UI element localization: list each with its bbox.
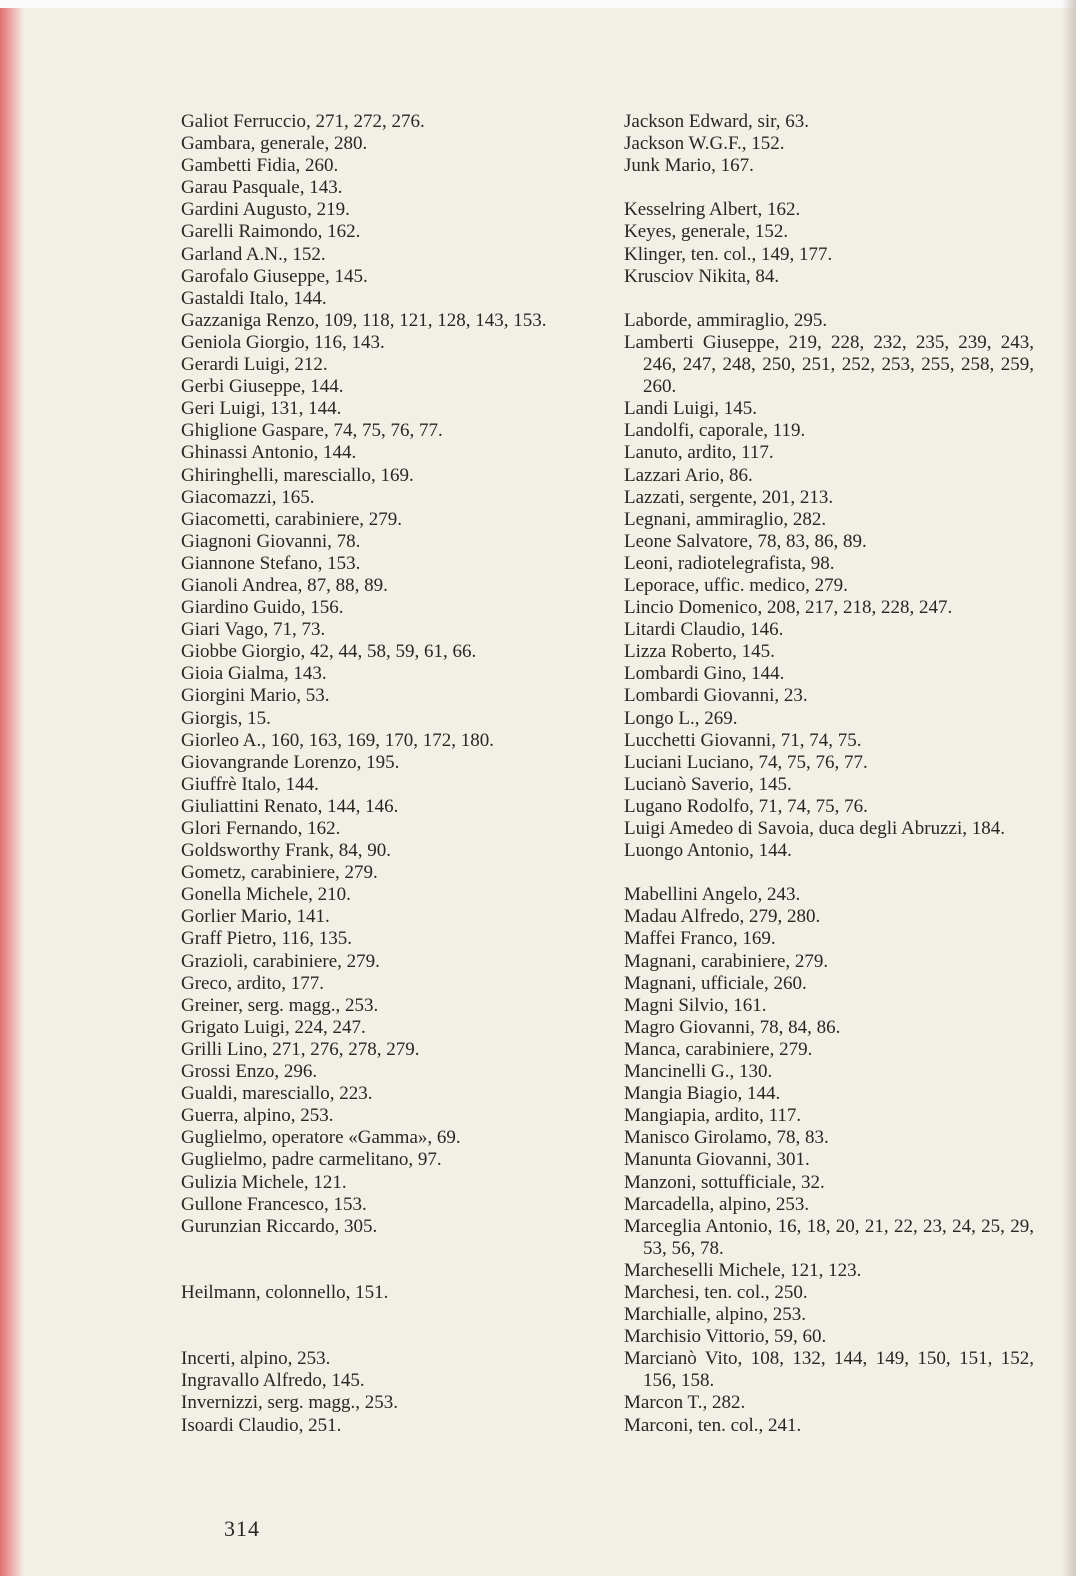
index-entry: Gullone Francesco, 153.: [181, 1193, 367, 1215]
index-entry: Gometz, carabiniere, 279.: [181, 862, 378, 884]
index-column-left: [181, 111, 596, 1437]
index-entry: Guglielmo, padre carmelitano, 97.: [181, 1149, 442, 1171]
index-entry: Gerardi Luigi, 212.: [181, 354, 328, 376]
index-entry: Lincio Domenico, 208, 217, 218, 228, 247.: [624, 597, 953, 619]
index-entry: Marchialle, alpino, 253.: [624, 1304, 807, 1326]
index-entry: Giari Vago, 71, 73.: [181, 619, 326, 641]
index-entry: Krusciov Nikita, 84.: [624, 265, 780, 287]
letter-group-gap: [624, 862, 1034, 884]
index-entry: Magro Giovanni, 78, 84, 86.: [624, 1016, 841, 1038]
index-entry: Manca, carabiniere, 279.: [624, 1038, 813, 1060]
index-entry: Giuliattini Renato, 144, 146.: [181, 795, 399, 817]
index-entry: Giannone Stefano, 153.: [181, 552, 361, 574]
index-entry: Lazzari Ario, 86.: [624, 464, 753, 486]
index-entry: Landi Luigi, 145.: [624, 398, 757, 420]
index-entry: Magnani, ufficiale, 260.: [624, 972, 807, 994]
index-entry: Luongo Antonio, 144.: [624, 840, 792, 862]
index-entry: Marcheselli Michele, 121, 123.: [624, 1259, 862, 1281]
index-entry: Manisco Girolamo, 78, 83.: [624, 1127, 829, 1149]
index-entry: Garofalo Giuseppe, 145.: [181, 265, 368, 287]
index-entry: Giacomazzi, 165.: [181, 486, 315, 508]
index-entry: Galiot Ferruccio, 271, 272, 276.: [181, 111, 425, 132]
index-entry: Garland A.N., 152.: [181, 243, 326, 265]
index-entry: Mangia Biagio, 144.: [624, 1083, 781, 1105]
index-entry: Lucchetti Giovanni, 71, 74, 75.: [624, 729, 862, 751]
index-entry: Luigi Amedeo di Savoia, duca degli Abruzzi, 184.: [624, 818, 1005, 839]
index-entry: Gurunzian Riccardo, 305.: [181, 1215, 378, 1237]
page-binding-edge: [0, 0, 24, 1576]
index-entry: Isoardi Claudio, 251.: [181, 1414, 342, 1436]
index-entry: Giorgis, 15.: [181, 707, 271, 729]
index-entry: Leporace, uffic. medico, 279.: [624, 574, 848, 596]
index-entry: Gambara, generale, 280.: [181, 133, 368, 155]
index-entry: Giuffrè Italo, 144.: [181, 773, 319, 795]
index-entry: Landolfi, caporale, 119.: [624, 420, 806, 442]
index-entry: Grigato Luigi, 224, 247.: [181, 1016, 366, 1038]
index-entry: Giagnoni Giovanni, 78.: [181, 530, 361, 552]
index-entry: Kesselring Albert, 162.: [624, 199, 801, 221]
index-entry: Laborde, ammiraglio, 295.: [624, 309, 828, 331]
index-entry: Marchesi, ten. col., 250.: [624, 1281, 808, 1303]
index-entry: Lizza Roberto, 145.: [624, 641, 775, 663]
index-entry: Gazzaniga Renzo, 109, 118, 121, 128, 143, 153.: [181, 309, 547, 331]
index-entry: Marchisio Vittorio, 59, 60.: [624, 1326, 827, 1348]
index-entry: Lamberti Giuseppe, 219, 228, 232, 235, 239, 243, 246, 247, 248, 250, 251, 252, 253, 255, 258, 259, 260.: [624, 331, 1034, 398]
index-entry: Lucianò Saverio, 145.: [624, 773, 792, 795]
index-entry: Giovangrande Lorenzo, 195.: [181, 751, 400, 773]
index-entry: Giardino Guido, 156.: [181, 597, 344, 619]
index-entry: Gambetti Fidia, 260.: [181, 155, 339, 177]
index-entry: Gonella Michele, 210.: [181, 884, 351, 906]
letter-group-gap: [181, 1304, 596, 1326]
index-entry: Guglielmo, operatore «Gamma», 69.: [181, 1127, 461, 1149]
index-entry: Leone Salvatore, 78, 83, 86, 89.: [624, 530, 867, 552]
index-entry: Junk Mario, 167.: [624, 155, 754, 177]
index-entry: Gastaldi Italo, 144.: [181, 287, 327, 309]
index-entry: Greiner, serg. magg., 253.: [181, 994, 379, 1016]
index-entry: Manunta Giovanni, 301.: [624, 1149, 810, 1171]
index-entry: Lugano Rodolfo, 71, 74, 75, 76.: [624, 795, 868, 817]
index-entry: Gorlier Mario, 141.: [181, 906, 330, 928]
letter-group-gap: [181, 1326, 596, 1348]
index-entry: Lombardi Giovanni, 23.: [624, 685, 808, 707]
index-column-right: [624, 111, 1034, 1437]
letter-group-gap: [181, 1238, 596, 1260]
index-entry: Ghiglione Gaspare, 74, 75, 76, 77.: [181, 420, 443, 442]
index-entry: Garelli Raimondo, 162.: [181, 221, 361, 243]
index-entry: Marceglia Antonio, 16, 18, 20, 21, 22, 23, 24, 25, 29, 53, 56, 78.: [624, 1215, 1034, 1259]
index-entry: Grazioli, carabiniere, 279.: [181, 950, 380, 972]
index-entry: Jackson Edward, sir, 63.: [624, 111, 809, 132]
index-entry: Grilli Lino, 271, 276, 278, 279.: [181, 1038, 420, 1060]
index-entry: Gerbi Giuseppe, 144.: [181, 376, 344, 398]
index-entry: Giacometti, carabiniere, 279.: [181, 508, 403, 530]
index-entry: Marcianò Vito, 108, 132, 144, 149, 150, 151, 152, 156, 158.: [624, 1348, 1034, 1392]
index-entry: Greco, ardito, 177.: [181, 972, 324, 994]
index-entry: Geri Luigi, 131, 144.: [181, 398, 342, 420]
index-entry: Magnani, carabiniere, 279.: [624, 950, 829, 972]
index-entry: Gioia Gialma, 143.: [181, 663, 327, 685]
index-entry: Mancinelli G., 130.: [624, 1061, 773, 1083]
letter-group-gap: [181, 1260, 596, 1282]
index-entry: Heilmann, colonnello, 151.: [181, 1281, 389, 1303]
index-entry: Gulizia Michele, 121.: [181, 1171, 347, 1193]
index-entry: Lombardi Gino, 144.: [624, 663, 785, 685]
index-entry: Giorgini Mario, 53.: [181, 685, 330, 707]
index-entry: Klinger, ten. col., 149, 177.: [624, 243, 833, 265]
index-entry: Gualdi, maresciallo, 223.: [181, 1083, 373, 1105]
index-entry: Mangiapia, ardito, 117.: [624, 1105, 802, 1127]
index-entry: Guerra, alpino, 253.: [181, 1105, 334, 1127]
page-top-edge: [0, 0, 1076, 8]
index-entry: Invernizzi, serg. magg., 253.: [181, 1392, 399, 1414]
letter-group-gap: [624, 288, 1034, 310]
page-number: 314: [224, 1516, 260, 1541]
index-entry: Giorleo A., 160, 163, 169, 170, 172, 180.: [181, 729, 494, 751]
index-entry: Keyes, generale, 152.: [624, 221, 789, 243]
index-entry: Grossi Enzo, 296.: [181, 1061, 318, 1083]
index-entry: Garau Pasquale, 143.: [181, 177, 343, 199]
index-entry: Graff Pietro, 116, 135.: [181, 928, 352, 950]
index-entry: Manzoni, sottufficiale, 32.: [624, 1171, 825, 1193]
index-entry: Jackson W.G.F., 152.: [624, 133, 785, 155]
index-entry: Ghiringhelli, maresciallo, 169.: [181, 464, 414, 486]
index-entry: Marcon T., 282.: [624, 1392, 746, 1414]
index-entry: Lanuto, ardito, 117.: [624, 442, 774, 464]
index-entry: Glori Fernando, 162.: [181, 818, 341, 839]
index-entry: Luciani Luciano, 74, 75, 76, 77.: [624, 751, 868, 773]
index-entry: Ghinassi Antonio, 144.: [181, 442, 357, 464]
index-entry: Magni Silvio, 161.: [624, 994, 767, 1016]
index-entry: Leoni, radiotelegrafista, 98.: [624, 552, 835, 574]
index-entry: Maffei Franco, 169.: [624, 928, 776, 950]
index-entry: Longo L., 269.: [624, 707, 738, 729]
index-entry: Madau Alfredo, 279, 280.: [624, 906, 821, 928]
index-entry: Legnani, ammiraglio, 282.: [624, 508, 827, 530]
index-entry: Gianoli Andrea, 87, 88, 89.: [181, 574, 388, 596]
letter-group-gap: [624, 177, 1034, 199]
index-entry: Giobbe Giorgio, 42, 44, 58, 59, 61, 66.: [181, 641, 477, 663]
index-entry: Mabellini Angelo, 243.: [624, 884, 801, 906]
index-entry: Marcadella, alpino, 253.: [624, 1193, 810, 1215]
index-entry: Geniola Giorgio, 116, 143.: [181, 331, 385, 353]
index-entry: Ingravallo Alfredo, 145.: [181, 1370, 365, 1392]
index-entry: Incerti, alpino, 253.: [181, 1348, 331, 1370]
index-entry: Marconi, ten. col., 241.: [624, 1414, 802, 1436]
index-entry: Lazzati, sergente, 201, 213.: [624, 486, 834, 508]
index-entry: Goldsworthy Frank, 84, 90.: [181, 840, 392, 862]
index-entry: Gardini Augusto, 219.: [181, 199, 350, 221]
page-right-edge: [1062, 0, 1076, 1576]
index-entry: Litardi Claudio, 146.: [624, 619, 784, 641]
